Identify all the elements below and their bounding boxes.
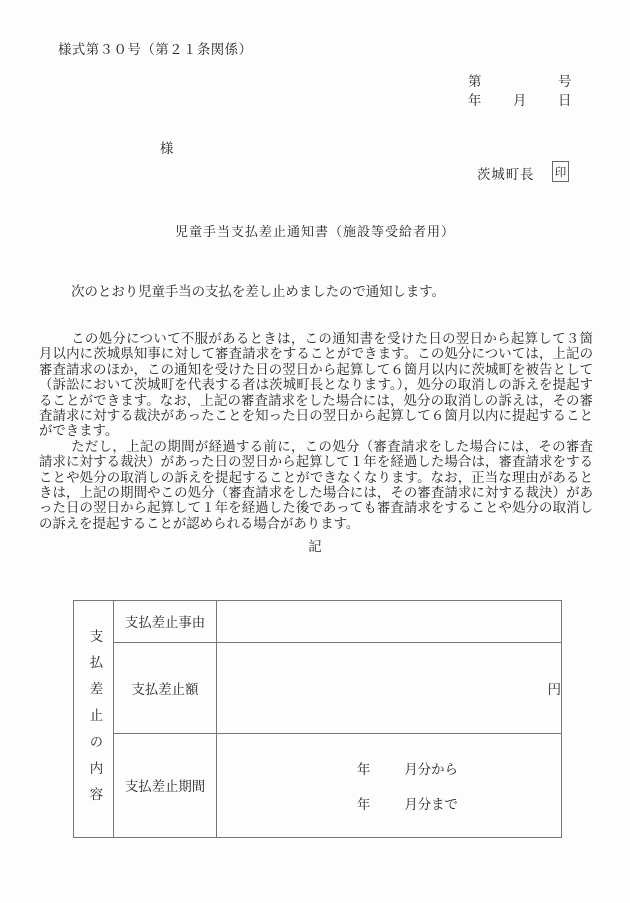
table-row-amount	[74, 643, 562, 734]
date-day-label: 日	[558, 94, 572, 109]
reason-label-cell: 支払差止事由	[114, 601, 217, 643]
form-number: 様式第３０号（第２１条関係）	[58, 43, 253, 58]
amount-label-cell: 支払差止額	[114, 643, 217, 734]
addressee-honorific: 様	[160, 142, 174, 157]
period-lines	[217, 734, 561, 837]
table-row-period	[74, 734, 562, 838]
period-from-year-label: 年	[357, 762, 371, 778]
period-from-month-label: 月分から	[404, 762, 458, 778]
document-title: 児童手当支払差止通知書（施設等受給者用）	[174, 225, 455, 240]
doc-number-prefix: 第	[468, 75, 482, 90]
period-to-year-label: 年	[357, 797, 371, 813]
date-month-label: 月	[513, 94, 527, 109]
amount-value-cell	[217, 643, 562, 734]
side-header-cell	[74, 601, 114, 838]
appeal-paragraph-1: この処分について不服があるときは，この通知書を受けた日の翌日から起算して３箇月以内に茨城県知事に対して審査請求をすることができます。この処分については，上記の審査請求のほか，この通知を受けた日の翌日から起算して６箇月以内に茨城町を被告として（訴訟において茨城町を代表する者は茨城町長となります。），処分の取消しの訴えを提起することができます。なお，上記の審査請求をした場合には，処分の取消しの訴えは，その審査請求に対する裁決があったことを知った日の翌日から起算して６箇月以内に提起することができます。	[39, 332, 593, 440]
table-row-reason	[74, 601, 562, 643]
appeal-notice-text	[39, 332, 593, 532]
issuer-name: 茨城町長	[477, 168, 535, 183]
payment-suspension-table	[73, 600, 562, 838]
doc-number-suffix: 号	[558, 75, 572, 90]
seal-placeholder-box: 印	[552, 161, 569, 182]
period-to-line	[217, 794, 561, 813]
date-year-label: 年	[468, 94, 482, 109]
period-value-cell	[217, 734, 562, 838]
intro-sentence: 次のとおり児童手当の支払を差し止めましたので通知します。	[71, 285, 446, 300]
yen-unit-label: 円	[547, 682, 561, 698]
period-label-cell: 支払差止期間	[114, 734, 217, 838]
reason-value-cell	[217, 601, 562, 643]
ki-section-marker: 記	[308, 540, 322, 555]
period-to-month-label: 月分まで	[404, 797, 458, 813]
side-header-vertical-text: 支払差止の内容	[87, 628, 102, 814]
period-from-line	[217, 759, 561, 778]
appeal-paragraph-2: ただし，上記の期間が経過する前に，この処分（審査請求をした場合には，その審査請求に対する裁決）があった日の翌日から起算して１年を経過した場合は，審査請求をすることや処分の取消しの訴えを提起することができなくなります。なお，正当な理由があるときは，上記の期間やこの処分（審査請求をした場合には，その審査請求に対する裁決）があった日の翌日から起算して１年を経過した後であっても審査請求をすることや処分の取消しの訴えを提起することが認められる場合があります。	[39, 439, 593, 532]
